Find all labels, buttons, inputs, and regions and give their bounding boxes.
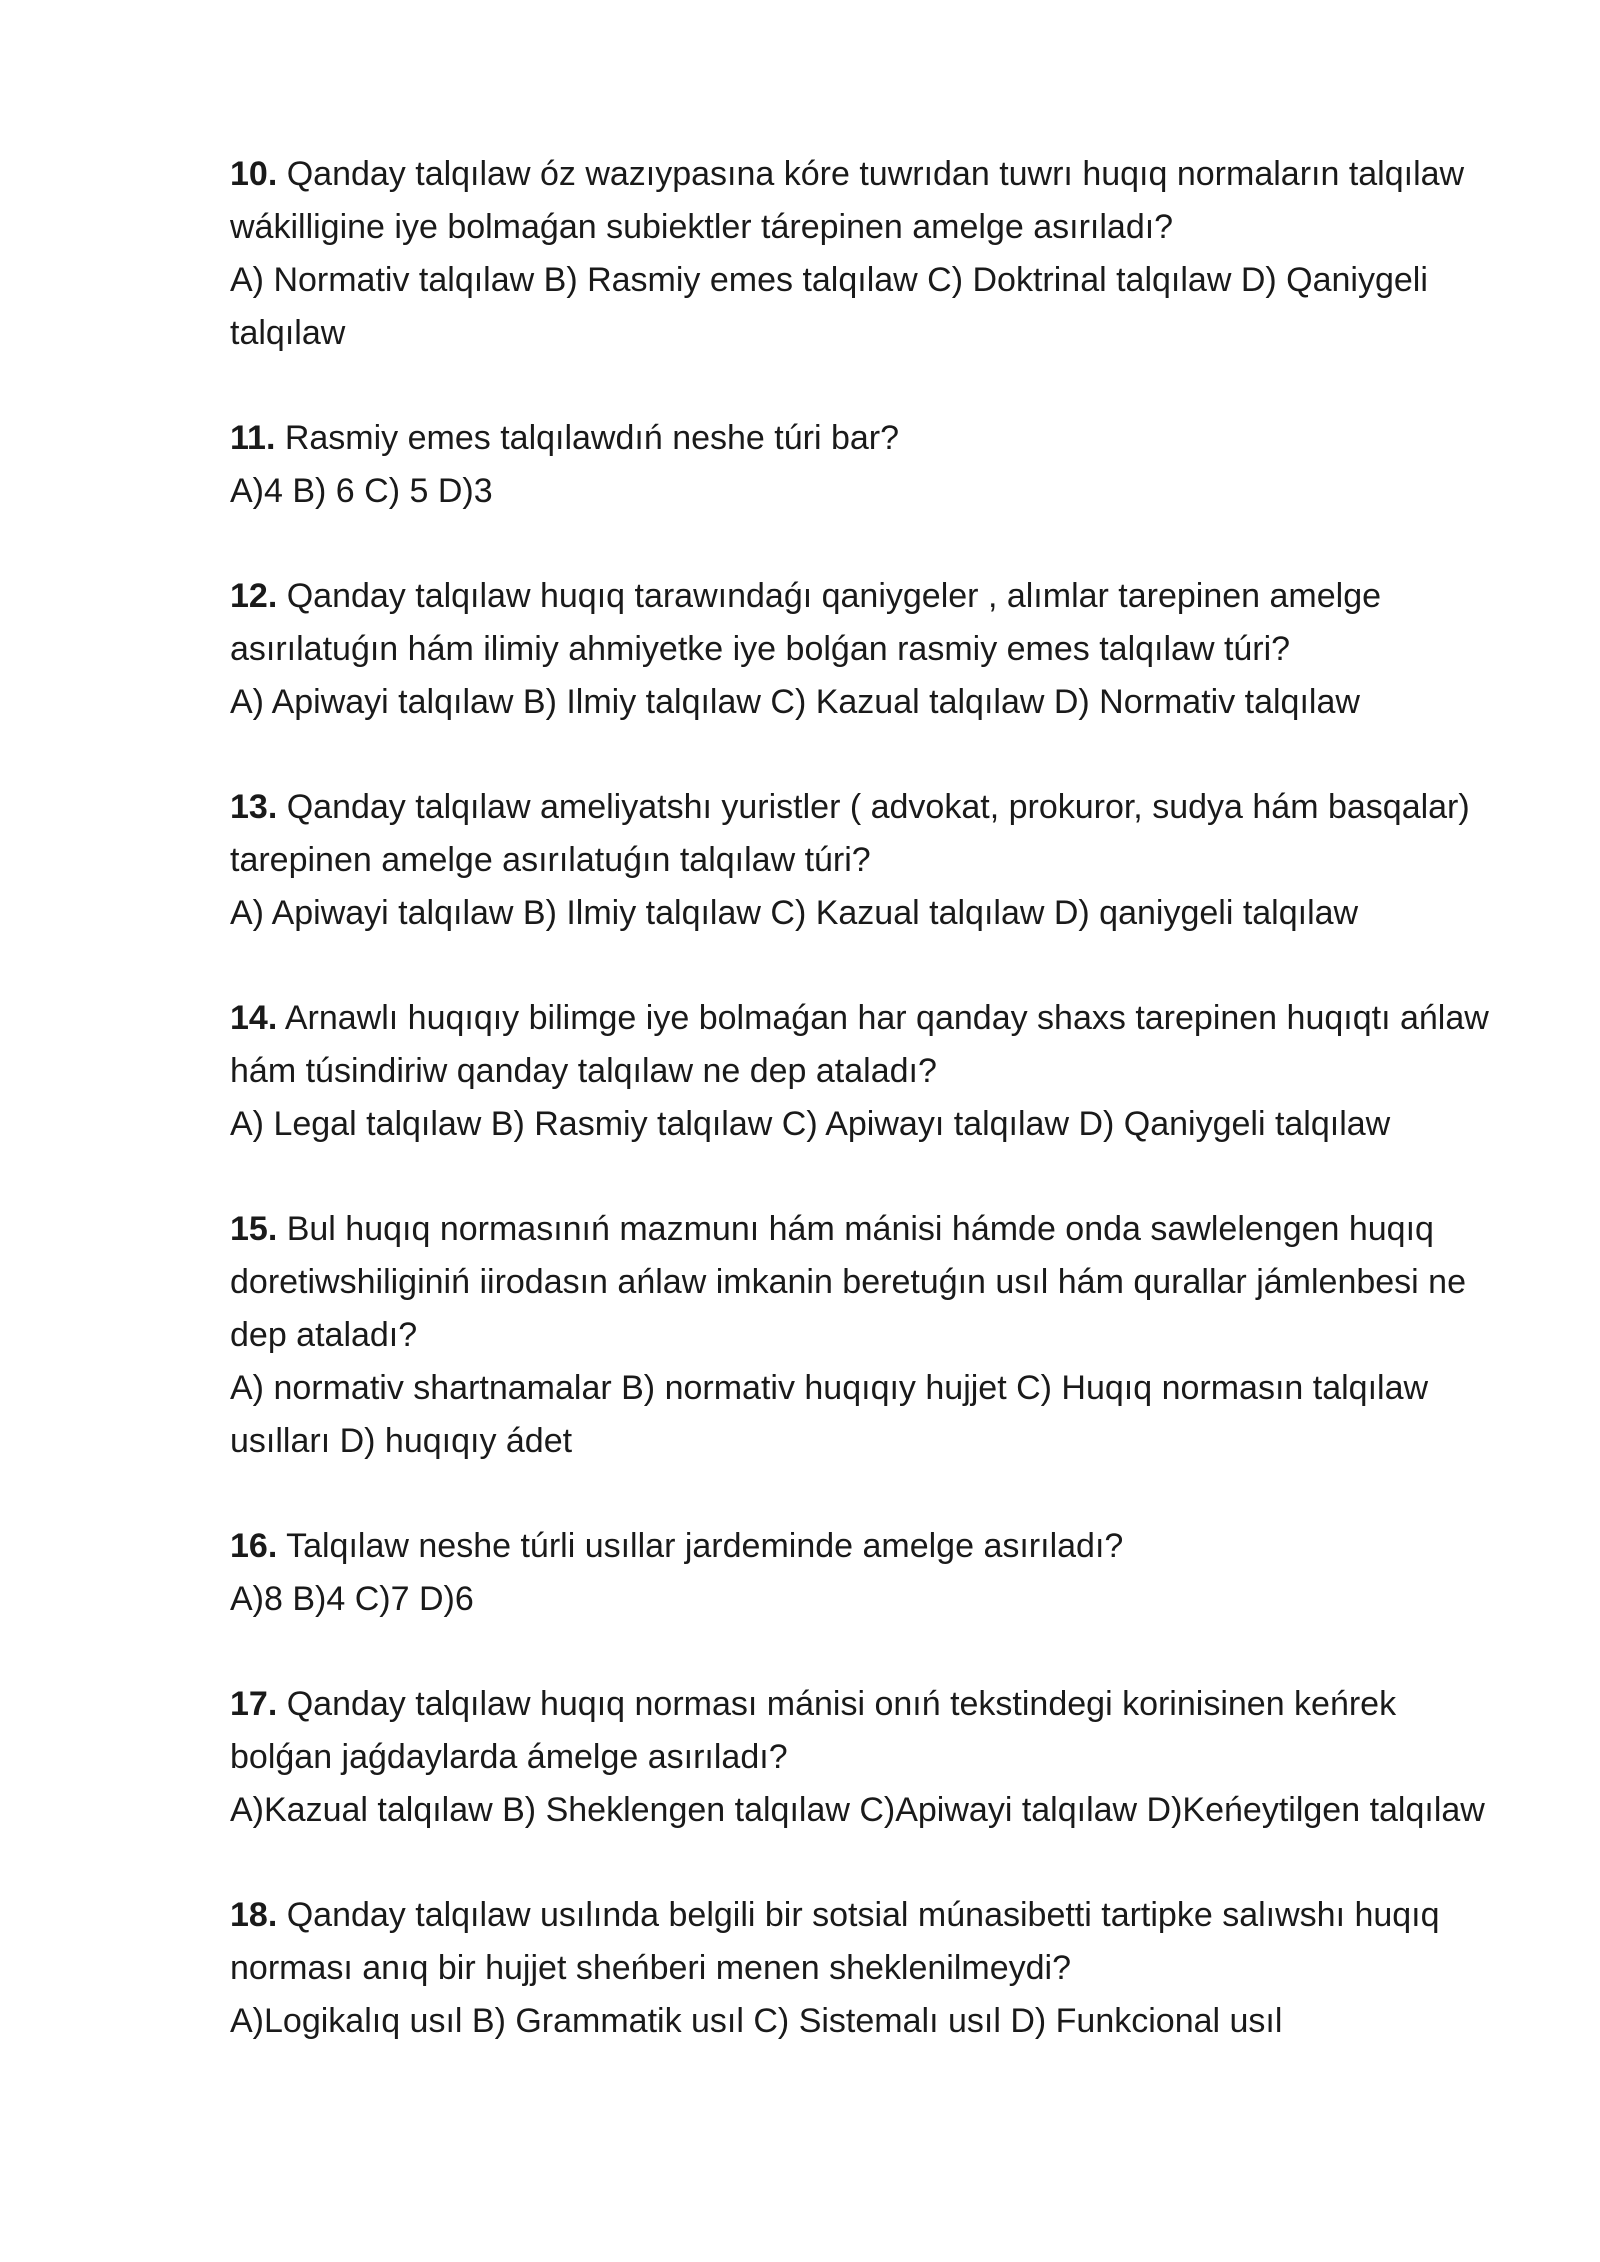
answer-options: A) normativ shartnamalar B) normativ huqıqıy hujjet C) Huqıq normasın talqılaw usılları D) huqıqıy ádet <box>230 1369 1429 1460</box>
question-number: 14. <box>230 999 278 1037</box>
answer-options: A)4 B) 6 C) 5 D)3 <box>230 472 493 510</box>
question-body: Qanday talqılaw óz wazıypasına kóre tuwrıdan tuwrı huqıq normaların talqılaw wákilligine iye bolmaǵan subiektler tárepinen amelge asırıladı? <box>230 155 1465 246</box>
answer-options: A)Logikalıq usıl B) Grammatik usıl C) Sistemalı usıl D) Funkcional usıl <box>230 2002 1283 2040</box>
answer-options: A) Apiwayi talqılaw B) Ilmiy talqılaw C) Kazual talqılaw D) Normativ talqılaw <box>230 683 1360 721</box>
question-text <box>230 1889 1490 1995</box>
question-18 <box>230 1889 1490 2048</box>
question-text <box>230 1520 1490 1573</box>
question-body: Talqılaw neshe túrli usıllar jardeminde amelge asırıladı? <box>277 1527 1124 1565</box>
question-text <box>230 1678 1490 1784</box>
question-text <box>230 412 1490 465</box>
question-number: 17. <box>230 1685 278 1723</box>
question-text <box>230 148 1490 254</box>
question-text <box>230 1203 1490 1362</box>
question-body: Rasmiy emes talqılawdıń neshe túri bar? <box>275 419 900 457</box>
question-16 <box>230 1520 1490 1626</box>
question-body: Qanday talqılaw huqıq tarawındaǵı qaniygeler , alımlar tarepinen amelge asırılatuǵın hám ilimiy ahmiyetke iye bolǵan rasmiy emes talqılaw túri? <box>230 577 1382 668</box>
answer-options: A) Legal talqılaw B) Rasmiy talqılaw C) Apiwayı talqılaw D) Qaniygeli talqılaw <box>230 1105 1391 1143</box>
question-17 <box>230 1678 1490 1837</box>
answer-options: A)Kazual talqılaw B) Sheklengen talqılaw C)Apiwayi talqılaw D)Keńeytilgen talqılaw <box>230 1791 1485 1829</box>
question-12 <box>230 570 1490 729</box>
answer-options: A)8 B)4 C)7 D)6 <box>230 1580 474 1618</box>
question-body: Qanday talqılaw huqıq norması mánisi onıń tekstindegi korinisinen keńrek bolǵan jaǵdaylarda ámelge asırıladı? <box>230 1685 1397 1776</box>
question-body: Qanday talqılaw usılında belgili bir sotsial múnasibetti tartipke salıwshı huqıq norması anıq bir hujjet sheńberi menen sheklenilmeydi? <box>230 1896 1440 1987</box>
question-number: 12. <box>230 577 278 615</box>
answer-options: A) Normativ talqılaw B) Rasmiy emes talqılaw C) Doktrinal talqılaw D) Qaniygeli talqılaw <box>230 261 1428 352</box>
question-number: 11. <box>230 419 276 457</box>
question-body: Bul huqıq normasınıń mazmunı hám mánisi hámde onda sawlelengen huqıq doretiwshiliginiń iirodasın ańlaw imkanin beretuǵın usıl hám qurallar jámlenbesi ne dep ataladı? <box>230 1210 1466 1354</box>
question-10 <box>230 148 1490 360</box>
question-body: Arnawlı huqıqıy bilimge iye bolmaǵan har qanday shaxs tarepinen huqıqtı ańlaw hám túsindiriw qanday talqılaw ne dep ataladı? <box>230 999 1489 1090</box>
question-13 <box>230 781 1490 940</box>
question-text <box>230 570 1490 676</box>
question-15 <box>230 1203 1490 1468</box>
question-body: Qanday talqılaw ameliyatshı yuristler ( advokat, prokuror, sudya hám basqalar) tarepinen amelge asırılatuǵın talqılaw túri? <box>230 788 1470 879</box>
question-text <box>230 992 1490 1098</box>
question-14 <box>230 992 1490 1151</box>
question-number: 10. <box>230 155 278 193</box>
answer-options: A) Apiwayi talqılaw B) Ilmiy talqılaw C) Kazual talqılaw D) qaniygeli talqılaw <box>230 894 1359 932</box>
question-text <box>230 781 1490 887</box>
question-number: 15. <box>230 1210 278 1248</box>
question-11 <box>230 412 1490 518</box>
question-number: 13. <box>230 788 278 826</box>
question-number: 16. <box>230 1527 278 1565</box>
document-page <box>230 148 1490 2100</box>
question-number: 18. <box>230 1896 278 1934</box>
